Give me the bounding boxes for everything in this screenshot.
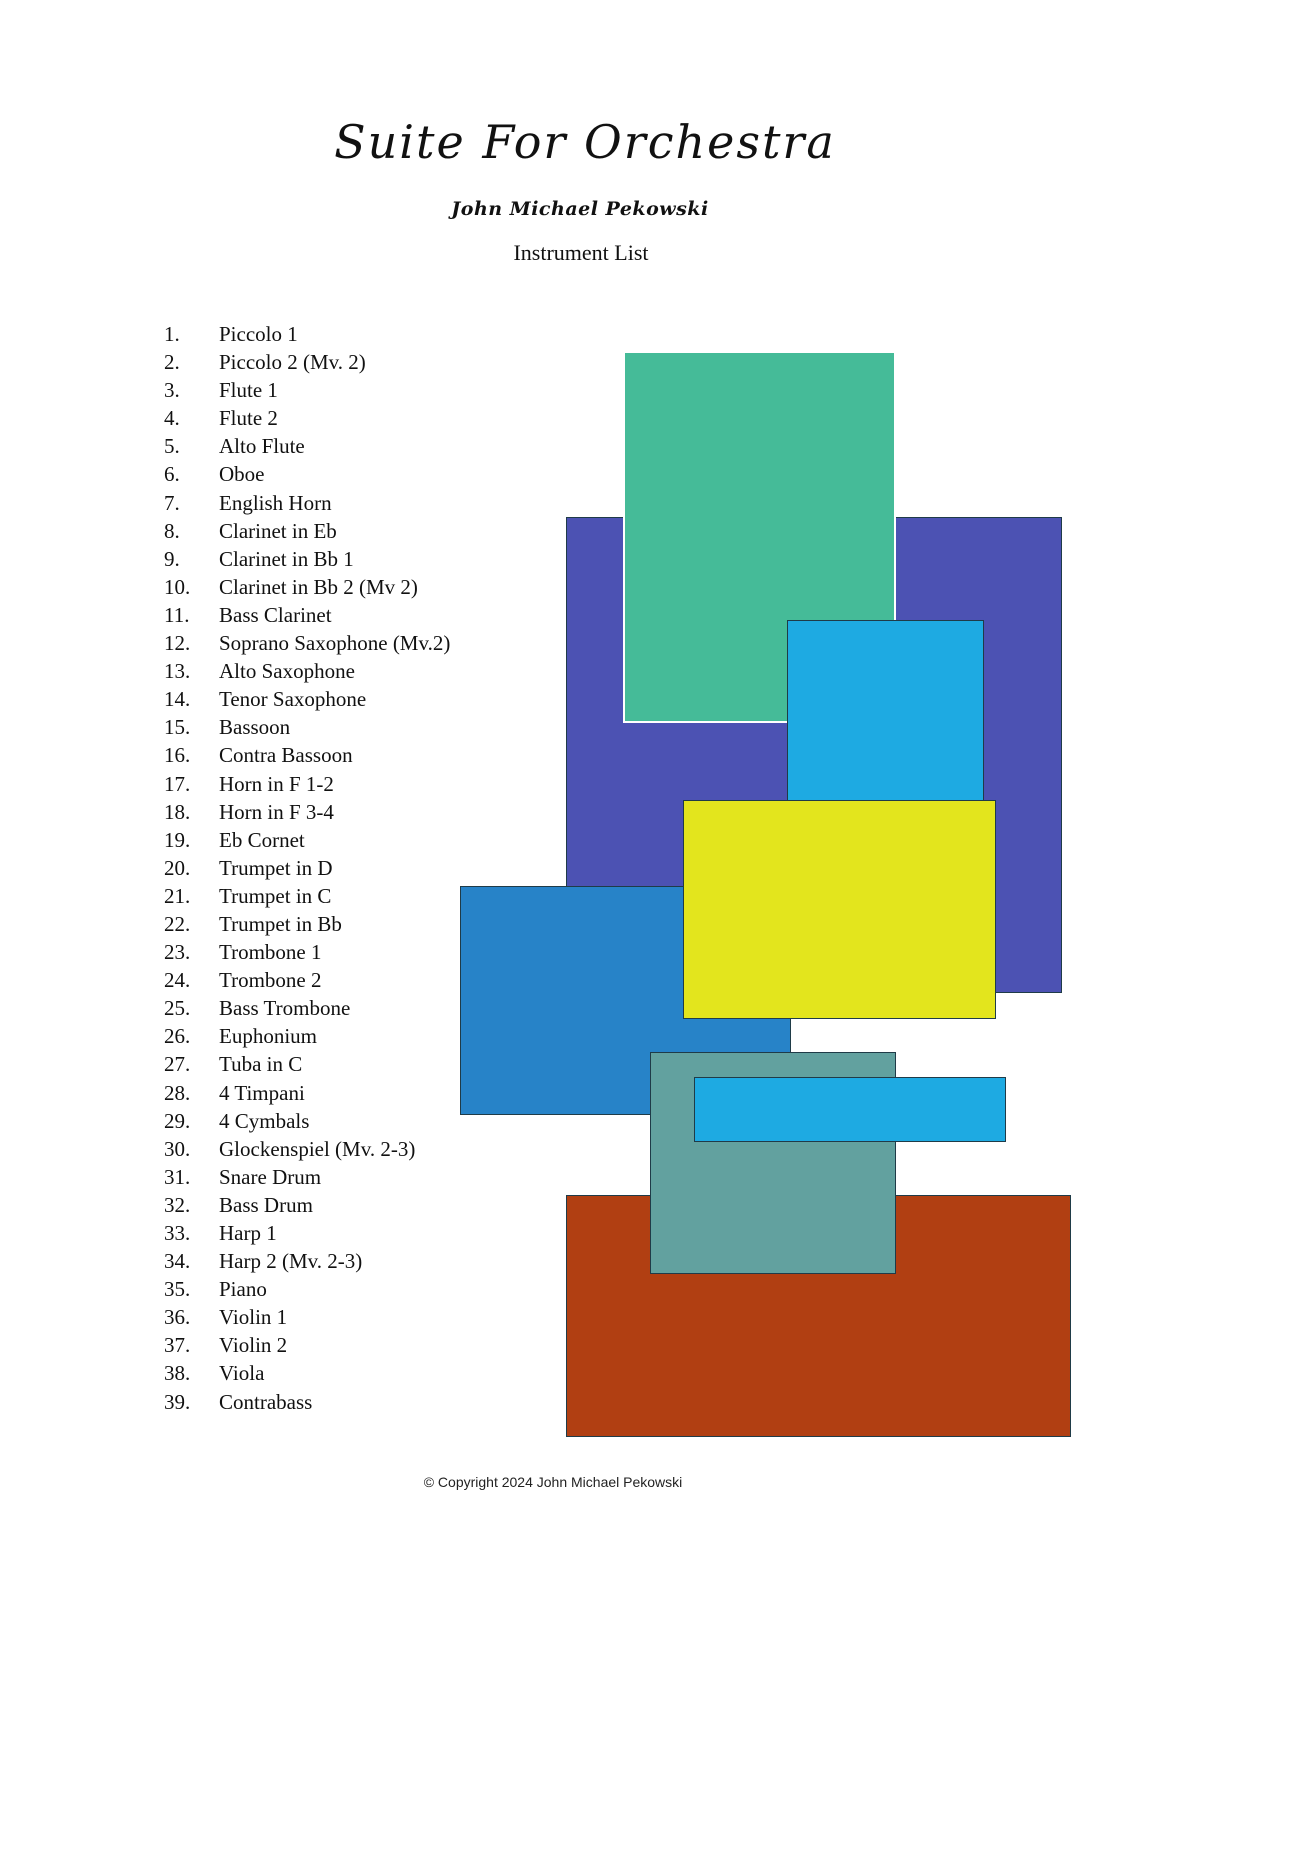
instrument-list-item [164, 573, 450, 601]
instrument-number: 36. [164, 1305, 191, 1330]
medium-blue-rectangle [460, 886, 791, 1115]
instrument-list-item [164, 320, 450, 348]
instrument-list-item [164, 1107, 450, 1135]
instrument-list-item [164, 713, 450, 741]
instrument-name: 4 Cymbals [219, 1108, 310, 1133]
instrument-list [164, 320, 450, 1416]
instrument-number: 2. [164, 350, 180, 375]
instrument-number: 4. [164, 406, 180, 431]
instrument-name: Violin 2 [219, 1333, 288, 1358]
instrument-name: Contrabass [219, 1389, 313, 1414]
instrument-name: Clarinet in Bb 1 [219, 546, 354, 571]
instrument-list-item [164, 1050, 450, 1078]
slate-teal-rectangle [650, 1052, 896, 1274]
instrument-list-item [164, 994, 450, 1022]
instrument-list-item [164, 1191, 450, 1219]
instrument-number: 11. [164, 602, 190, 627]
instrument-list-item [164, 938, 450, 966]
instrument-number: 30. [164, 1136, 191, 1161]
instrument-list-item [164, 489, 450, 517]
instrument-name: Trombone 2 [219, 968, 322, 993]
instrument-number: 29. [164, 1108, 191, 1133]
instrument-name: Horn in F 1-2 [219, 771, 334, 796]
instrument-name: Trumpet in D [219, 855, 333, 880]
instrument-number: 25. [164, 996, 191, 1021]
instrument-list-item [164, 798, 450, 826]
instrument-list-item [164, 1388, 450, 1416]
instrument-name: Eb Cornet [219, 827, 305, 852]
indigo-rectangle [566, 517, 1062, 993]
instrument-list-item [164, 966, 450, 994]
instrument-list-item [164, 1163, 450, 1191]
instrument-list-item [164, 432, 450, 460]
instrument-name: Violin 1 [219, 1305, 288, 1330]
instrument-number: 34. [164, 1249, 191, 1274]
instrument-list-item [164, 1079, 450, 1107]
instrument-list-item [164, 910, 450, 938]
instrument-name: Clarinet in Bb 2 (Mv 2) [219, 574, 418, 599]
instrument-number: 37. [164, 1333, 191, 1358]
instrument-number: 18. [164, 799, 191, 824]
instrument-list-item [164, 1135, 450, 1163]
instrument-name: Harp 1 [219, 1221, 277, 1245]
instrument-name: Bass Trombone [219, 996, 351, 1021]
instrument-name: Trombone 1 [219, 940, 322, 965]
instrument-list-item [164, 1359, 450, 1387]
document-title: Suite For Orchestra [334, 115, 836, 169]
instrument-list-item [164, 854, 450, 882]
instrument-number: 22. [164, 911, 191, 936]
instrument-list-item [164, 1219, 450, 1247]
instrument-name: Flute 1 [219, 378, 278, 403]
instrument-list-item [164, 1331, 450, 1359]
instrument-number: 8. [164, 518, 180, 543]
yellow-rectangle [683, 800, 996, 1019]
instrument-name: Tuba in C [219, 1052, 303, 1077]
instrument-list-item [164, 629, 450, 657]
sky-blue-bar-rectangle [694, 1077, 1006, 1142]
instrument-list-item [164, 517, 450, 545]
instrument-number: 28. [164, 1080, 191, 1105]
instrument-name: Alto Flute [219, 434, 305, 459]
instrument-name: Soprano Saxophone (Mv.2) [219, 631, 451, 656]
instrument-number: 6. [164, 462, 180, 487]
instrument-number: 14. [164, 687, 191, 712]
instrument-name: Glockenspiel (Mv. 2-3) [219, 1136, 416, 1161]
instrument-number: 16. [164, 743, 191, 768]
instrument-name: Snare Drum [219, 1164, 322, 1189]
instrument-name: Harp 2 (Mv. 2-3) [219, 1249, 363, 1274]
instrument-number: 38. [164, 1361, 191, 1386]
instrument-number: 9. [164, 546, 180, 571]
instrument-list-item [164, 460, 450, 488]
instrument-name: Euphonium [219, 1024, 317, 1049]
instrument-number: 39. [164, 1389, 191, 1414]
instrument-number: 12. [164, 631, 191, 656]
instrument-list-item [164, 601, 450, 629]
instrument-number: 20. [164, 855, 191, 880]
instrument-list-item [164, 1303, 450, 1331]
instrument-list-item [164, 545, 450, 573]
instrument-list-heading: Instrument List [513, 240, 649, 265]
instrument-number: 3. [164, 378, 180, 403]
instrument-name: Clarinet in Eb [219, 518, 337, 543]
instrument-number: 24. [164, 968, 191, 993]
composer-name: John Michael Pekowski [451, 198, 709, 220]
instrument-name: Flute 2 [219, 406, 278, 431]
instrument-name: Bassoon [219, 715, 291, 740]
instrument-list-item [164, 826, 450, 854]
instrument-name: Contra Bassoon [219, 743, 353, 768]
instrument-number: 26. [164, 1024, 191, 1049]
instrument-name: Tenor Saxophone [219, 687, 367, 712]
instrument-list-item [164, 741, 450, 769]
instrument-name: Piccolo 2 (Mv. 2) [219, 350, 366, 375]
instrument-list-item [164, 348, 450, 376]
instrument-name: Alto Saxophone [219, 659, 355, 684]
instrument-name: Piano [219, 1277, 267, 1302]
instrument-number: 1. [164, 322, 180, 346]
instrument-number: 32. [164, 1192, 191, 1217]
instrument-number: 17. [164, 771, 191, 796]
instrument-list-item [164, 404, 450, 432]
instrument-number: 7. [164, 490, 180, 515]
teal-green-rectangle [623, 351, 896, 723]
instrument-number: 21. [164, 883, 191, 908]
instrument-number: 35. [164, 1277, 191, 1302]
instrument-name: Bass Drum [219, 1192, 313, 1217]
instrument-number: 23. [164, 940, 191, 965]
instrument-list-item [164, 685, 450, 713]
instrument-list-item [164, 882, 450, 910]
instrument-name: Bass Clarinet [219, 602, 332, 627]
instrument-number: 13. [164, 659, 191, 684]
rust-rectangle [566, 1195, 1071, 1437]
instrument-list-item [164, 376, 450, 404]
instrument-list-item [164, 1247, 450, 1275]
instrument-name: Trumpet in Bb [219, 911, 342, 936]
instrument-number: 27. [164, 1052, 191, 1077]
instrument-list-item [164, 657, 450, 685]
instrument-name: Trumpet in C [219, 883, 332, 908]
instrument-number: 5. [164, 434, 180, 459]
instrument-number: 19. [164, 827, 191, 852]
sky-blue-upper-rectangle [787, 620, 984, 805]
instrument-list-item [164, 1022, 450, 1050]
instrument-name: 4 Timpani [219, 1080, 305, 1105]
instrument-number: 31. [164, 1164, 191, 1189]
instrument-number: 33. [164, 1221, 191, 1245]
instrument-name: English Horn [219, 490, 332, 515]
instrument-number: 15. [164, 715, 191, 740]
instrument-list-item [164, 1275, 450, 1303]
instrument-name: Oboe [219, 462, 265, 487]
instrument-list-item [164, 770, 450, 798]
instrument-name: Horn in F 3-4 [219, 799, 334, 824]
instrument-name: Viola [219, 1361, 265, 1386]
copyright-notice: © Copyright 2024 John Michael Pekowski [423, 1474, 683, 1490]
instrument-name: Piccolo 1 [219, 322, 298, 346]
instrument-number: 10. [164, 574, 191, 599]
